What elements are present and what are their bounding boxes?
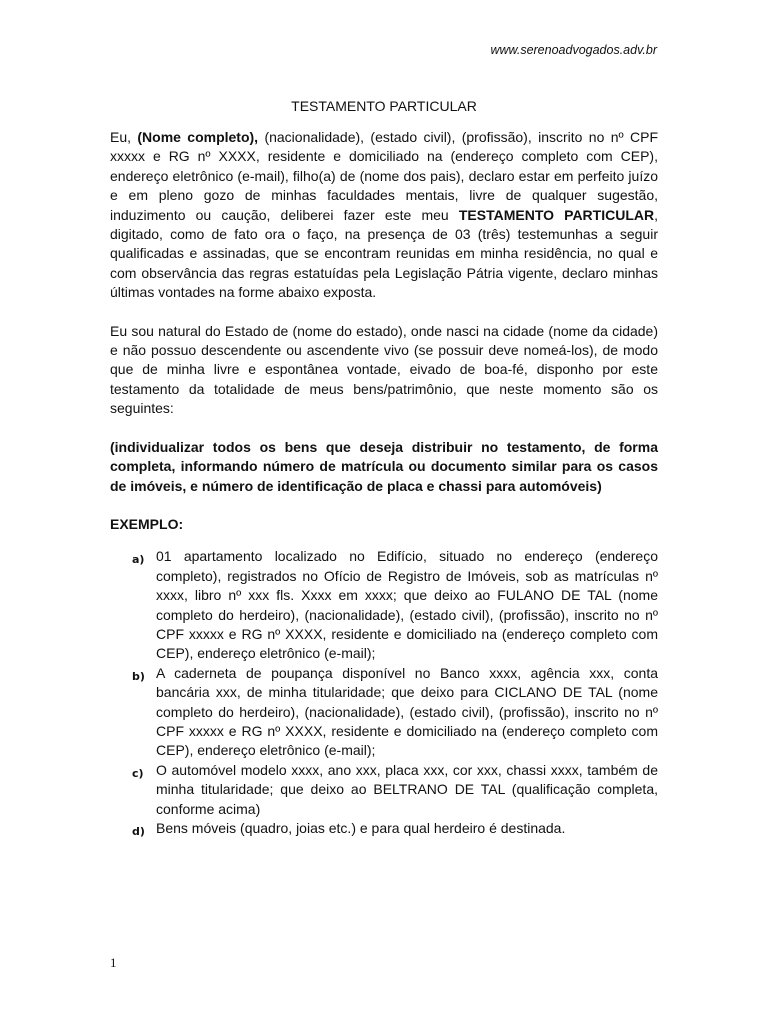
intro-text-3: , digitado, como de fato ora o faço, na presença de 03 (três) testemunhas a seguir qualificadas e assinadas, que se encontram reunidas em minha residência, no qual e com observância das regras estatuídas pela Legislação Pátria vigente, declaro minhas últimas vontades na forme abaixo exposta. [110, 206, 658, 301]
list-item [110, 761, 658, 819]
document-body [110, 128, 658, 841]
instruction-paragraph: (individualizar todos os bens que deseja distribuir no testamento, de forma completa, informando número de matrícula ou documento similar para os casos de imóveis, e número de identificação de placa e chassi para automóveis) [110, 438, 658, 494]
header-url: www.serenoadvogados.adv.br [490, 43, 657, 57]
bequest-list [110, 547, 658, 841]
list-item [110, 547, 658, 663]
list-marker: b) [132, 669, 145, 683]
document-title: TESTAMENTO PARTICULAR [291, 98, 477, 114]
page-number: 1 [110, 955, 117, 970]
intro-name: (Nome completo), [137, 129, 259, 145]
intro-paragraph [110, 128, 658, 303]
intro-text-1: Eu, [110, 129, 138, 145]
list-item-text: A caderneta de poupança disponível no Banco xxxx, agência xxx, conta bancária xxx, de minha titularidade; que deixo para CICLANO DE TAL (nome completo do herdeiro), (nacionalidade), (estado civil), (profissão), inscrito no nº CPF xxxxx e RG nº XXXX, residente e domiciliado na (endereço completo com CEP), endereço eletrônico (e-mail); [156, 664, 658, 759]
list-marker: d) [132, 825, 145, 838]
origin-paragraph: Eu sou natural do Estado de (nome do estado), onde nasci na cidade (nome da cidade) e não possuo descendente ou ascendente vivo (se possuir deve nomeá-los), de modo que de minha livre e espontânea vontade, eivado de boa-fé, disponho por este testamento da totalidade de meus bens/patrimônio, que neste momento são os seguintes: [110, 322, 658, 417]
example-heading: EXEMPLO: [110, 515, 184, 532]
intro-text-2: (nacionalidade), (estado civil), (profissão), inscrito no nº CPF xxxxx e RG nº XXXX, residente e domiciliado na (endereço completo com CEP), endereço eletrônico (e-mail), filho(a) de (nome dos pais), declaro estar em perfeito juízo e em pleno gozo de minhas faculdades mentais, livre de qualquer sugestão, induzimento ou caução, deliberei fazer este meu [110, 129, 658, 223]
list-item [110, 664, 658, 761]
list-item-text: O automóvel modelo xxxx, ano xxx, placa xxx, cor xxx, chassi xxxx, também de minha titularidade; que deixo ao BELTRANO DE TAL (qualificação completa, conforme acima) [156, 761, 658, 817]
list-item-text: 01 apartamento localizado no Edifício, situado no endereço (endereço completo), registrados no Ofício de Registro de Imóveis, sob as matrículas nº xxxx, libro nº xxx fls. Xxxx em xxxx; que deixo ao FULANO DE TAL (nome completo do herdeiro), (nacionalidade), (estado civil), (profissão), inscrito no nº CPF xxxxx e RG nº XXXX, residente e domiciliado na (endereço completo com CEP), endereço eletrônico (e-mail); [156, 548, 658, 662]
intro-testament-title: TESTAMENTO PARTICULAR [458, 206, 655, 223]
list-item [110, 819, 658, 841]
list-marker: c) [132, 766, 144, 780]
list-marker: a) [132, 553, 145, 567]
list-item-text: Bens móveis (quadro, joias etc.) e para qual herdeiro é destinada. [156, 820, 566, 836]
